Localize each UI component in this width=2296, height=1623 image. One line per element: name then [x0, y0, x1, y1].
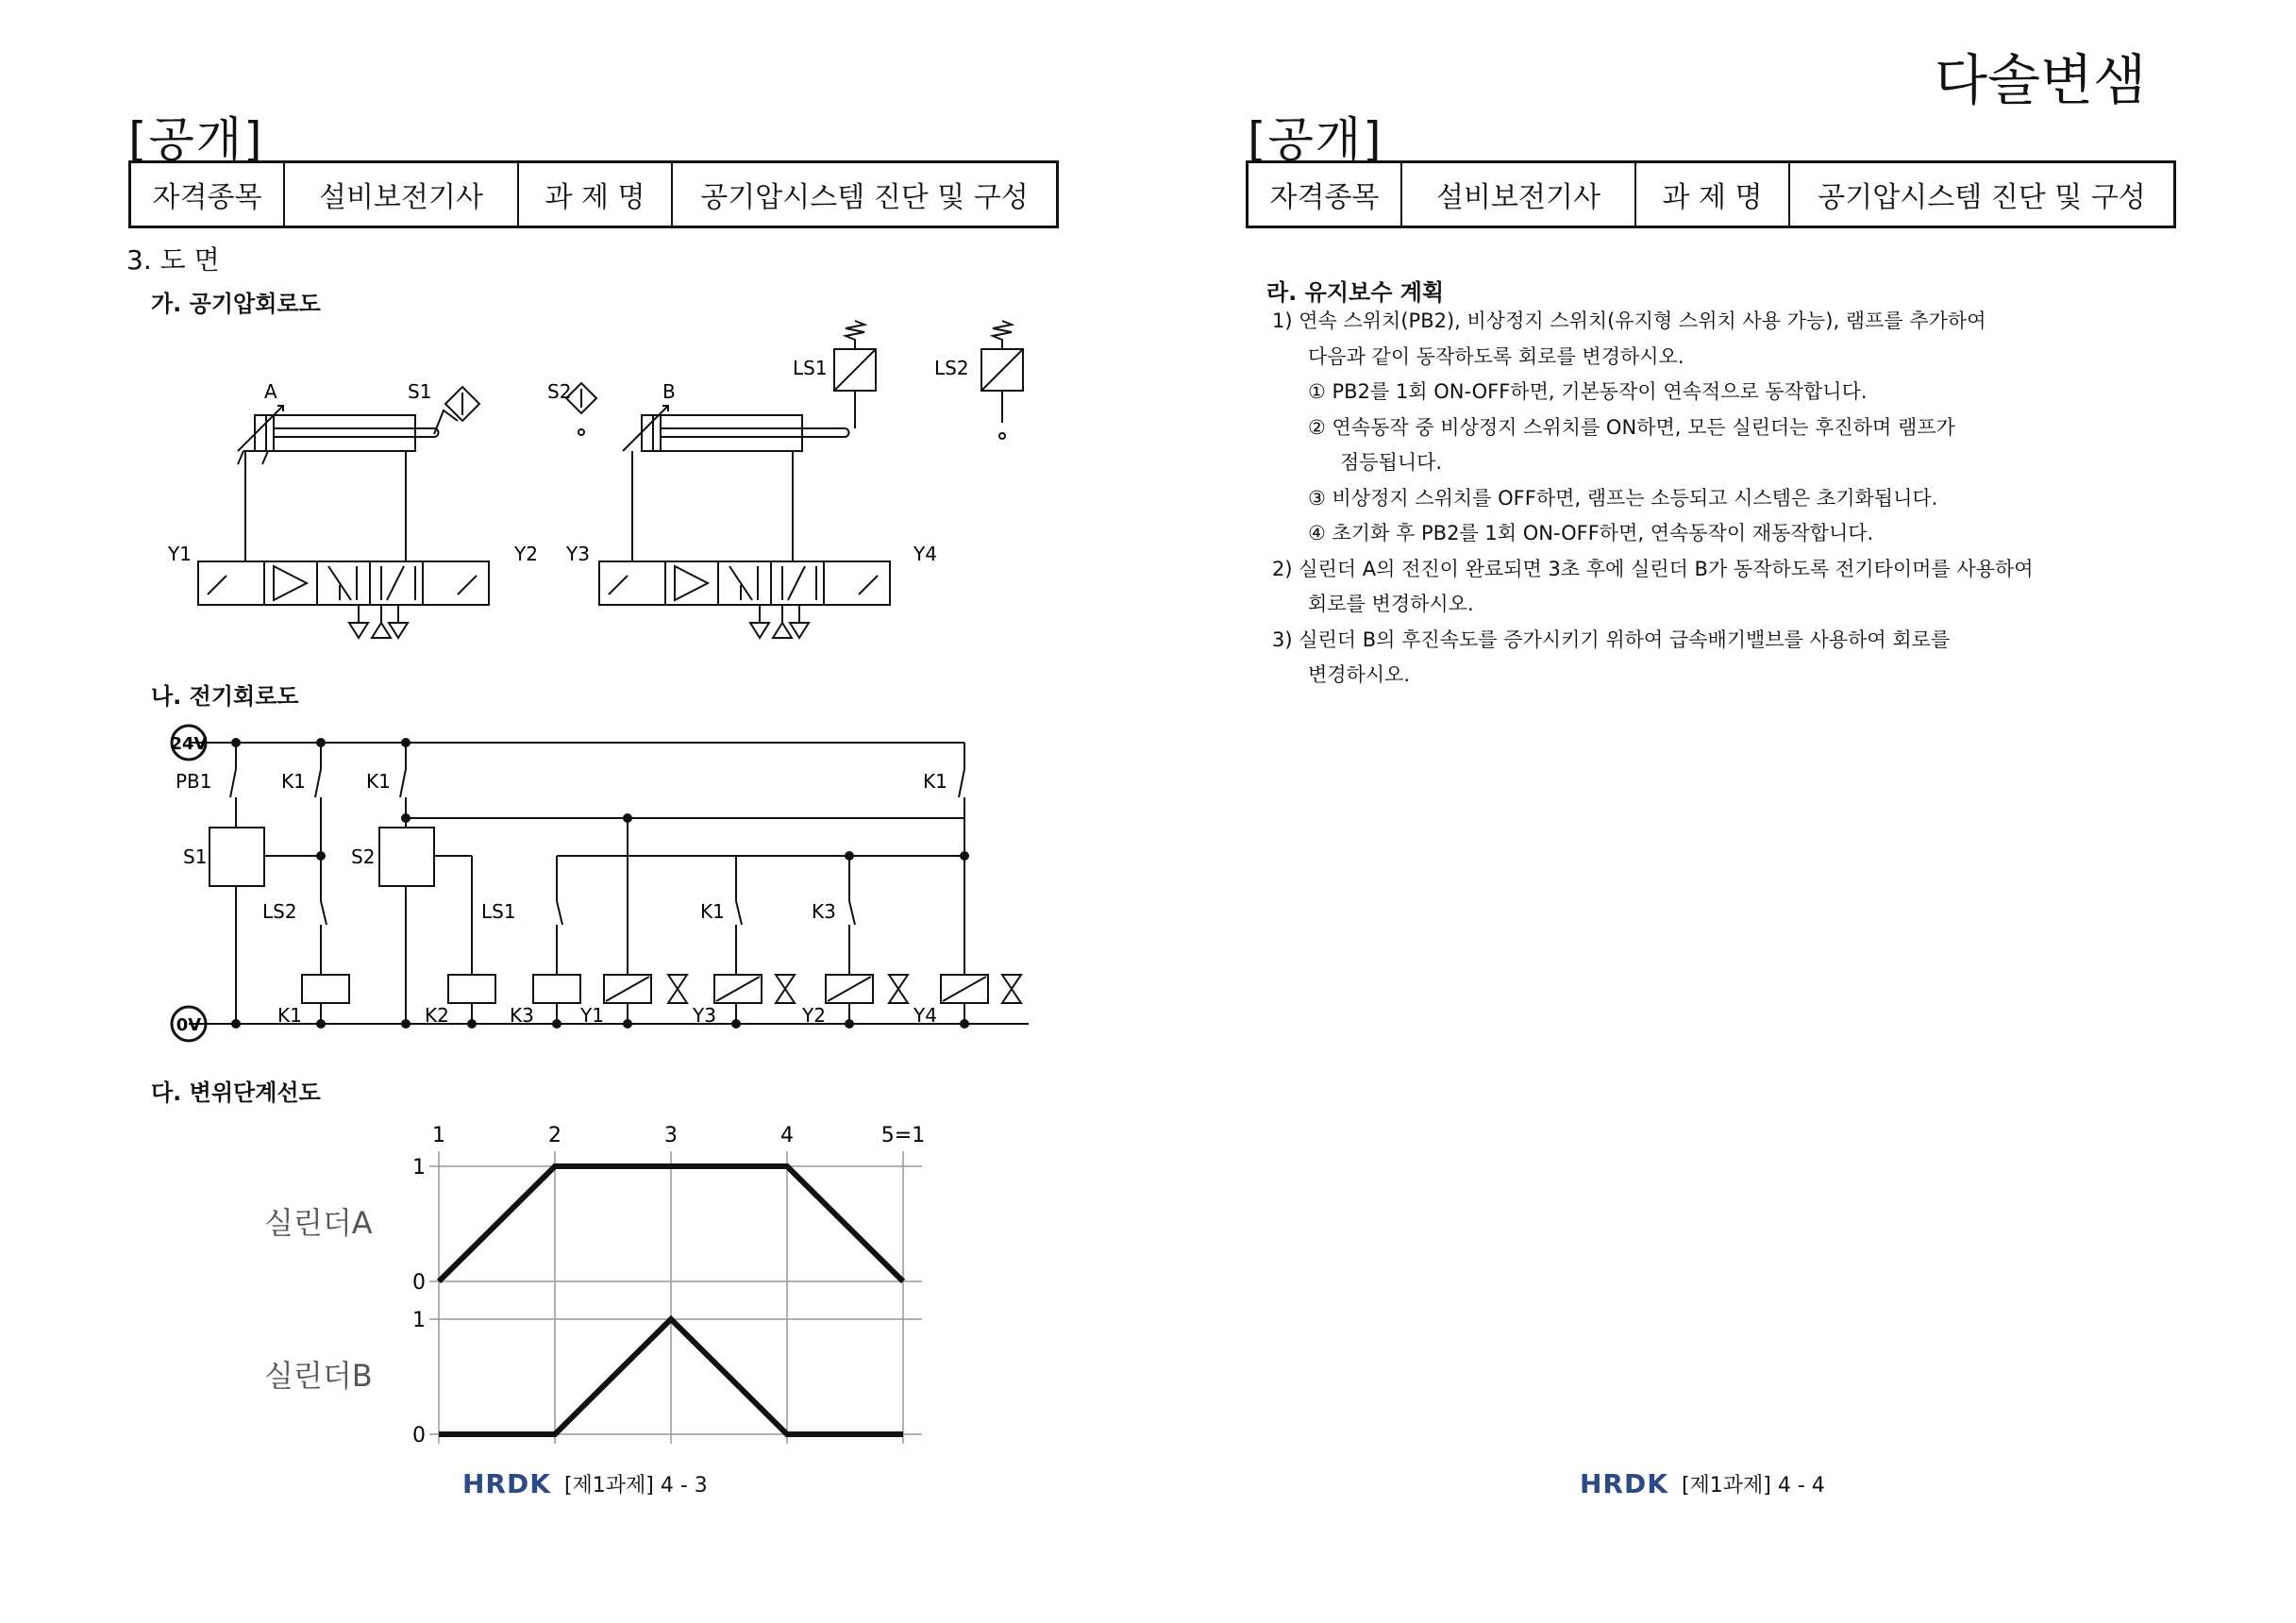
- displacement-step-chart: [245, 1113, 963, 1453]
- header-cell: 과 제 명: [1635, 162, 1789, 227]
- label-k1-contact: K1: [700, 900, 725, 923]
- header-cell: 자격종목: [130, 162, 285, 227]
- y-tick-label: 0: [412, 1424, 426, 1447]
- label-y1: Y1: [168, 543, 192, 565]
- plan-line: 점등됩니다.: [1340, 451, 1443, 474]
- solenoid-y4: Y4: [913, 1004, 937, 1027]
- plan-line: ③ 비상정지 스위치를 OFF하면, 램프는 소등되고 시스템은 초기화됩니다.: [1308, 486, 1938, 510]
- label-k1-contact: K1: [923, 770, 947, 793]
- header-table-right: [1246, 160, 2176, 228]
- label-s2: S2: [547, 380, 572, 403]
- plan-line: 1) 연속 스위치(PB2), 비상정지 스위치(유지형 스위치 사용 가능), 램프를 추가하여: [1272, 310, 1986, 332]
- plan-line: ④ 초기화 후 PB2를 1회 ON-OFF하면, 연속동작이 재동작합니다.: [1308, 522, 1874, 544]
- label-k1-contact: K1: [281, 770, 306, 793]
- step-label: 5=1: [880, 1124, 926, 1147]
- label-s1: S1: [183, 845, 208, 868]
- sub-heading-pneumatic: 가. 공기압회로도: [151, 291, 321, 317]
- electric-circuit-diagram: [151, 712, 1047, 1071]
- header-cell: 설비보전기사: [284, 162, 518, 227]
- label-s1: S1: [408, 380, 432, 403]
- coil-k3: K3: [510, 1004, 534, 1027]
- step-label: 3: [664, 1124, 678, 1147]
- public-label-right: [공개]: [1248, 112, 1383, 167]
- label-y3: Y3: [566, 543, 590, 565]
- solenoid-y2: Y2: [802, 1004, 826, 1027]
- header-table-left: [128, 160, 1059, 228]
- coil-k2: K2: [425, 1004, 449, 1027]
- header-cell: 공기압시스템 진단 및 구성: [672, 162, 1058, 227]
- y-tick-label: 0: [412, 1271, 426, 1295]
- maintenance-plan: [1272, 304, 2034, 694]
- plan-line: 회로를 변경하시오.: [1308, 593, 1474, 615]
- label-ls2: LS2: [262, 900, 297, 923]
- coil-k1: K1: [277, 1004, 302, 1027]
- y-tick-label: 1: [412, 1156, 426, 1180]
- footer-right: [1580, 1468, 1825, 1499]
- solenoid-y3: Y3: [693, 1004, 716, 1027]
- plan-line: ② 연속동작 중 비상정지 스위치를 ON하면, 모든 실린더는 후진하며 램프가: [1308, 415, 1955, 439]
- footer-left: [462, 1468, 708, 1499]
- label-ls1: LS1: [793, 357, 828, 379]
- series-name: 실린더B: [264, 1358, 373, 1394]
- label-ls2: LS2: [934, 357, 969, 379]
- plan-line: 변경하시오.: [1308, 663, 1411, 686]
- page-number: [제1과제] 4 - 3: [563, 1474, 708, 1498]
- solenoid-y1: Y1: [580, 1004, 604, 1027]
- step-label: 1: [432, 1124, 445, 1147]
- header-cell: 자격종목: [1248, 162, 1402, 227]
- page-number: [제1과제] 4 - 4: [1681, 1474, 1825, 1498]
- label-s2: S2: [351, 845, 376, 868]
- plan-line: 다음과 같이 동작하도록 회로를 변경하시오.: [1308, 344, 1684, 368]
- plan-line: 3) 실린더 B의 후진속도를 증가시키기 위하여 급속배기밸브를 사용하여 회로를: [1272, 627, 1951, 651]
- label-y2: Y2: [514, 543, 538, 565]
- series-name: 실린더A: [264, 1205, 373, 1241]
- hrdk-logo: HRDK: [462, 1468, 551, 1499]
- label-y4: Y4: [913, 543, 937, 565]
- section-heading: 3. 도 면: [126, 244, 220, 276]
- pneumatic-circuit-diagram: [151, 311, 1047, 661]
- sub-heading-maintenance: 라. 유지보수 계획: [1266, 279, 1445, 306]
- hrdk-logo: HRDK: [1580, 1468, 1668, 1499]
- header-cell: 공기압시스템 진단 및 구성: [1789, 162, 2175, 227]
- header-cell: 과 제 명: [518, 162, 672, 227]
- label-cylinder-a: A: [264, 380, 277, 403]
- sub-heading-displacement: 다. 변위단계선도: [151, 1079, 321, 1106]
- corner-title: 다솔변샘: [1935, 48, 2147, 112]
- step-label: 2: [548, 1124, 561, 1147]
- label-ls1: LS1: [481, 900, 516, 923]
- label-pb1: PB1: [176, 770, 212, 793]
- supply-0v: 0V: [176, 1015, 202, 1035]
- step-label: 4: [780, 1124, 794, 1147]
- sub-heading-electric: 나. 전기회로도: [151, 683, 299, 710]
- label-cylinder-b: B: [662, 380, 676, 403]
- header-cell: 설비보전기사: [1401, 162, 1635, 227]
- label-k1-contact: K1: [366, 770, 391, 793]
- y-tick-label: 1: [412, 1309, 426, 1332]
- label-k3-contact: K3: [812, 900, 836, 923]
- plan-line: 2) 실린더 A의 전진이 완료되면 3초 후에 실린더 B가 동작하도록 전기타이머를 사용하여: [1272, 557, 2034, 580]
- plan-line: ① PB2를 1회 ON-OFF하면, 기본동작이 연속적으로 동작합니다.: [1308, 380, 1868, 403]
- supply-24v: 24V: [170, 734, 208, 754]
- public-label-left: [공개]: [128, 112, 264, 167]
